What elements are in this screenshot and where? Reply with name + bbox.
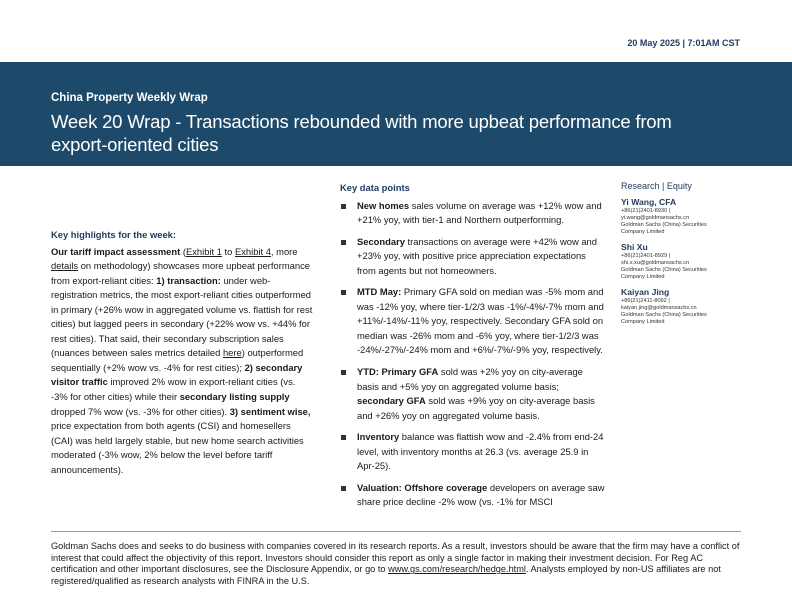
list-item: [340, 365, 605, 423]
square-bullet-icon: [341, 370, 346, 375]
item-text: Primary GFA sold on median was -5% mom and was -12% yoy, where tier-1/2/3 was -1%/-4%/-7% mom and +11%/-14%/-11% yoy, respectively. Secondary GFA sold on median was -26% mom and -6% yoy, where tier-1/2/3 was -24%/-27%/-24% mom and +6%/-7%/-9% yoy, respectively.: [357, 286, 604, 356]
analyst-name: Kaiyan Jing: [621, 287, 670, 297]
series-title: China Property Weekly Wrap: [51, 92, 208, 104]
analyst-email[interactable]: shi.x.xu@goldmansachs.cn: [621, 260, 690, 266]
item-text: sold was +2% yoy on city-average basis and +5% yoy on aggregated volume basis;: [357, 366, 583, 392]
analyst-name: Shi Xu: [621, 242, 648, 252]
analyst-firm: Company Limited: [621, 229, 665, 235]
analyst-firm: Company Limited: [621, 319, 665, 325]
key-data-heading: Key data points: [340, 182, 410, 193]
analyst-name: Yi Wang, CFA: [621, 197, 677, 207]
analyst-phone: +86(21)2401-8930 |: [621, 208, 671, 214]
list-item: [340, 235, 605, 279]
analyst-phone: +86(21)2411-8092 |: [621, 298, 670, 304]
list-item: [340, 199, 605, 228]
exhibit-1-link[interactable]: Exhibit 1: [185, 245, 222, 257]
analyst-firm: Goldman Sachs (China) Securities: [621, 312, 707, 318]
listing-supply-label: secondary listing supply: [179, 391, 290, 403]
text-span: to: [221, 245, 235, 257]
item-label: Secondary: [357, 235, 405, 247]
square-bullet-icon: [341, 486, 346, 491]
analyst-phone: +86(21)2401-8929 |: [621, 253, 671, 259]
key-highlights-section: [51, 228, 313, 477]
list-item: [340, 430, 605, 474]
item-text: developers on average saw share price decline -2% wow (vs. -1% for MSCI: [357, 481, 605, 508]
report-date: 20 May 2025 | 7:01AM CST: [627, 38, 740, 48]
item-text: transactions on average were +42% wow and +23% yoy, with positive price appreciation expectations from agents but not homeowners.: [357, 235, 597, 276]
square-bullet-icon: [341, 290, 346, 295]
analyst-card: [621, 287, 741, 326]
text-span: ) outperformed sequentially (+2% wow vs. -4% for rest cities);: [51, 347, 304, 373]
key-highlights-heading: Key highlights for the week:: [51, 229, 177, 240]
item-text: sales volume on average was +12% wow and +21% yoy, with tier-1 and Northern outperforming.: [357, 199, 602, 226]
disclaimer-text: [51, 541, 751, 587]
analyst-firm: Goldman Sachs (China) Securities: [621, 222, 707, 228]
analyst-card: [621, 242, 741, 281]
item-text: sold was +9% yoy on city-average basis and +26% yoy on aggregated volume basis.: [357, 395, 595, 421]
research-equity-label: Research | Equity: [621, 181, 692, 191]
research-sidebar: [621, 181, 741, 332]
text-span: (: [180, 245, 186, 257]
item-label: secondary GFA: [357, 395, 426, 407]
disclaimer-part: Goldman Sachs does and seeks to do business with companies covered in its research reports. As a result, investors should be aware that the firm may have a conflict of interest that could affect the objectivity of this report. Investors should consider this report as only a single factor in making their investment decision. For Reg AC certification and other important disclosures, see the Disclosure Appendix, or go to: [51, 541, 740, 575]
key-data-section: [340, 181, 605, 517]
text-span: , more: [270, 245, 298, 257]
square-bullet-icon: [341, 435, 346, 440]
item-label: New homes: [357, 199, 410, 211]
item-text: balance was flattish wow and -2.4% from end-24 level, with inventory months at 26.3 (vs. average 25.9 in Apr-25).: [357, 431, 604, 472]
list-item: [340, 285, 605, 358]
disclaimer-part: . Analysts employed by non-US affiliates are not registered/qualified as research analysts with FINRA in the U.S.: [51, 564, 721, 586]
item-label: YTD: Primary GFA: [357, 366, 439, 378]
analyst-email[interactable]: yi.wang@goldmansachs.cn: [621, 215, 690, 221]
visitor-traffic-label: 2) secondary visitor traffic: [51, 361, 303, 388]
analyst-card: [621, 197, 741, 236]
text-span: dropped 7% wow (vs. -3% for other cities).: [51, 405, 230, 417]
item-label: MTD May:: [357, 286, 402, 298]
square-bullet-icon: [341, 204, 346, 209]
transaction-label: 1) transaction:: [156, 274, 221, 286]
tariff-assessment-label: Our tariff impact assessment: [51, 245, 181, 257]
key-data-list: [340, 199, 605, 510]
report-headline: Week 20 Wrap - Transactions rebounded with more upbeat performance from export-oriented cities: [51, 111, 672, 155]
sentiment-label: 3) sentiment wise,: [229, 405, 311, 417]
item-label: Inventory: [357, 431, 400, 443]
analyst-email[interactable]: kaiyan.jing@goldmansachs.cn: [621, 305, 697, 311]
analyst-firm: Goldman Sachs (China) Securities: [621, 267, 707, 273]
text-span: improved 2% wow in export-reliant cities (vs. -3% for other cities) while their: [51, 376, 296, 403]
exhibit-4-link[interactable]: Exhibit 4: [234, 245, 271, 257]
item-label: Valuation: Offshore coverage: [357, 481, 488, 493]
footer-divider: [51, 531, 741, 532]
text-span: on methodology) showcases more upbeat performance from export-reliant cities:: [51, 260, 311, 286]
text-span: under web-registration metrics, the most export-reliant cities outperformed in primary (+26% wow in aggregated volume vs. flattish for rest cities) but lagged peers in secondary (+22% wow vs. +44% for rest cities). That said, their secondary subscription sales (nuances between sales metrics detailed: [51, 274, 313, 359]
square-bullet-icon: [341, 240, 346, 245]
analyst-firm: Company Limited: [621, 274, 665, 280]
here-link[interactable]: here: [222, 347, 242, 359]
details-link[interactable]: details: [51, 260, 79, 272]
disclosure-link[interactable]: www.gs.com/research/hedge.html: [388, 564, 526, 575]
list-item: [340, 481, 605, 510]
text-span: price expectation from both agents (CSI) and homesellers (CAI) was held largely stable, but new home search activities moderated (-3% wow, 2% below the level before tariff announcements).: [51, 420, 304, 475]
key-highlights-paragraph: [51, 245, 313, 478]
